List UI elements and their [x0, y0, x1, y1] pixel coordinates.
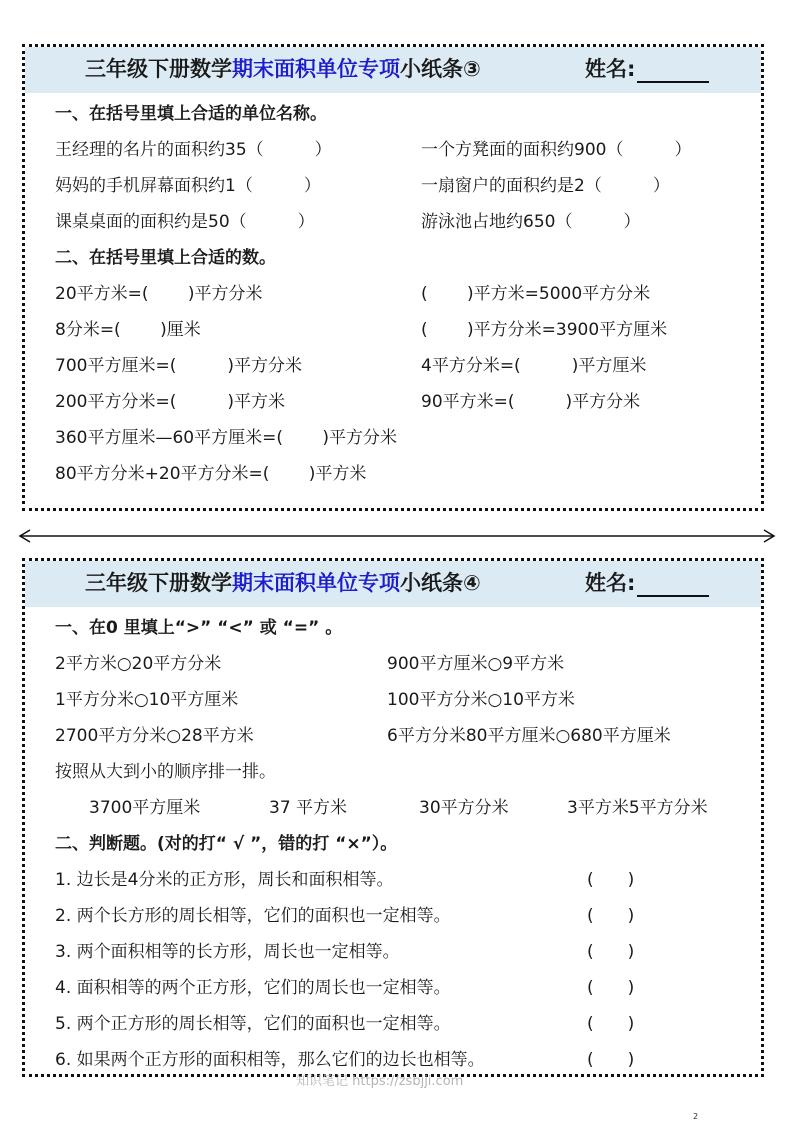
fill-item: 700平方厘米=( )平方分米 — [55, 356, 302, 376]
compare-item: 900平方厘米○9平方米 — [387, 654, 565, 674]
judge-answer-blank: ( ) — [587, 870, 635, 890]
judge-answer-blank: ( ) — [587, 942, 635, 962]
compare-item: 6平方分米80平方厘米○680平方厘米 — [387, 726, 671, 746]
section-heading: 二、在括号里填上合适的数。 — [55, 248, 276, 268]
watermark: 知识笔记 https://zsbjji.com — [296, 1074, 464, 1089]
section-heading: 二、判断题。(对的打“ √ ”，错的打 “×”）。 — [55, 834, 398, 854]
name-blank-line — [637, 575, 709, 597]
fill-item: 一个方凳面的面积约900（ ） — [421, 140, 692, 160]
fill-item: ( )平方分米=3900平方厘米 — [421, 320, 668, 340]
judge-answer-blank: ( ) — [587, 1014, 635, 1034]
card-title — [85, 53, 481, 83]
judge-answer-blank: ( ) — [587, 906, 635, 926]
fill-item: 课桌桌面的面积约是50（ ） — [55, 212, 315, 232]
title-suffix: 小纸条④ — [400, 571, 481, 595]
compare-item: 2平方米○20平方分米 — [55, 654, 222, 674]
judge-item: 3. 两个面积相等的长方形，周长也一定相等。 — [55, 942, 400, 962]
section-heading: 一、在0 里填上“>” “<” 或 “=” 。 — [55, 618, 343, 638]
title-highlight: 期末面积单位专项 — [232, 571, 400, 595]
fill-item: 游泳池占地约650（ ） — [421, 212, 641, 232]
fill-item: 90平方米=( )平方分米 — [421, 392, 641, 412]
fill-item: 8分米=( )厘米 — [55, 320, 201, 340]
name-label: 姓名: — [585, 57, 636, 81]
name-blank-line — [637, 61, 709, 83]
judge-item: 6. 如果两个正方形的面积相等，那么它们的边长也相等。 — [55, 1050, 485, 1070]
title-prefix: 三年级下册数学 — [85, 57, 232, 81]
fill-item: 360平方厘米—60平方厘米=( )平方分米 — [55, 428, 397, 448]
worksheet-card-4 — [22, 558, 764, 1077]
page-number: 2 — [693, 1112, 699, 1121]
fill-item: ( )平方米=5000平方分米 — [421, 284, 651, 304]
judge-item: 5. 两个正方形的周长相等，它们的面积也一定相等。 — [55, 1014, 451, 1034]
fill-item: 200平方分米=( )平方米 — [55, 392, 285, 412]
double-arrow-divider-icon — [18, 528, 776, 544]
judge-answer-blank: ( ) — [587, 1050, 635, 1070]
title-prefix: 三年级下册数学 — [85, 571, 232, 595]
order-item: 30平方分米 — [419, 798, 509, 818]
judge-item: 4. 面积相等的两个正方形，它们的周长也一定相等。 — [55, 978, 451, 998]
judge-answer-blank: ( ) — [587, 978, 635, 998]
fill-item: 王经理的名片的面积约35（ ） — [55, 140, 332, 160]
fill-item: 妈妈的手机屏幕面积约1（ ） — [55, 176, 321, 196]
fill-item: 一扇窗户的面积约是2（ ） — [421, 176, 670, 196]
order-item: 3700平方厘米 — [89, 798, 201, 818]
compare-item: 2700平方分米○28平方米 — [55, 726, 254, 746]
name-field — [585, 567, 709, 597]
fill-item: 20平方米=( )平方分米 — [55, 284, 263, 304]
worksheet-card-3 — [22, 44, 764, 511]
fill-item: 80平方分米+20平方分米=( )平方米 — [55, 464, 367, 484]
section-heading: 一、在括号里填上合适的单位名称。 — [55, 104, 327, 124]
name-label: 姓名: — [585, 571, 636, 595]
judge-item: 1. 边长是4分米的正方形，周长和面积相等。 — [55, 870, 394, 890]
card-title — [85, 567, 481, 597]
compare-item: 1平方分米○10平方厘米 — [55, 690, 239, 710]
fill-item: 4平方分米=( )平方厘米 — [421, 356, 647, 376]
compare-item: 100平方分米○10平方米 — [387, 690, 575, 710]
judge-item: 2. 两个长方形的周长相等，它们的面积也一定相等。 — [55, 906, 451, 926]
order-item: 37 平方米 — [269, 798, 348, 818]
order-item: 3平方米5平方分米 — [567, 798, 708, 818]
order-prompt: 按照从大到小的顺序排一排。 — [55, 762, 276, 782]
title-suffix: 小纸条③ — [400, 57, 481, 81]
card-header — [25, 47, 761, 93]
name-field — [585, 53, 709, 83]
title-highlight: 期末面积单位专项 — [232, 57, 400, 81]
card-header — [25, 561, 761, 607]
